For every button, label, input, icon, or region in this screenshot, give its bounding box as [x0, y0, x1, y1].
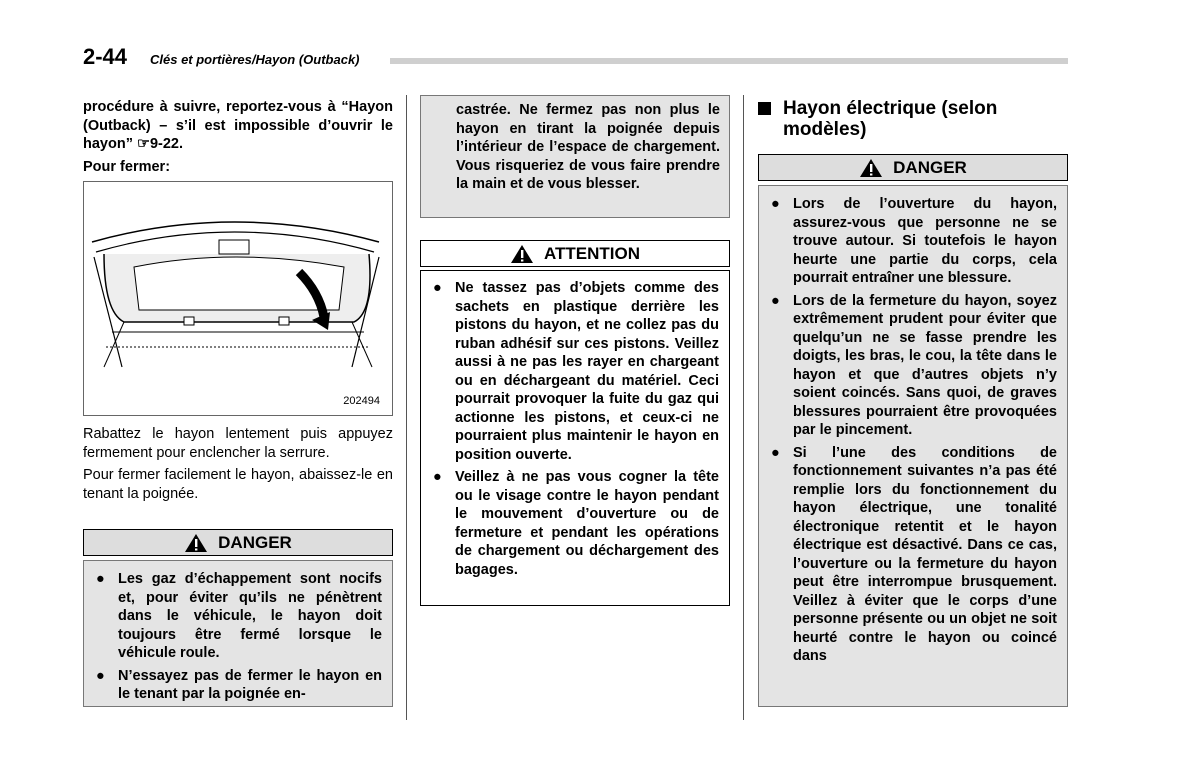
danger-bar	[83, 529, 393, 556]
warning-triangle-icon	[859, 158, 883, 178]
danger-list	[759, 195, 1057, 670]
danger-box	[758, 185, 1068, 707]
heading-text: Hayon électrique (selon modèles)	[783, 98, 998, 140]
page-header	[83, 44, 1068, 68]
column-divider	[406, 95, 407, 720]
danger-bar	[758, 154, 1068, 181]
section-heading	[758, 98, 1068, 140]
column-divider	[743, 95, 744, 720]
danger-continued-text: castrée. Ne fermez pas non plus le hayon en tirant la poignée depuis l’intérieur de l’espace de chargement. Vous risqueriez de vous faire prendre la main et de vous blesser.	[456, 102, 720, 192]
attention-label: ATTENTION	[543, 243, 640, 263]
danger-label: DANGER	[893, 157, 967, 177]
list-item: ● N’essayez pas de fermer le hayon en le tenant par la poignée en-	[96, 667, 382, 702]
column-1-lower	[83, 425, 393, 503]
list-item: ● Lors de l’ouverture du hayon, assurez-vous que personne ne se trouve autour. Si toutefois le hayon heurte une partie du corps, cela pourrait entraîner une blessure.	[771, 196, 1057, 286]
list-item: ● Ne tassez pas d’objets comme des sachets en plastique derrière les pistons du hayon, et ne collez pas du ruban adhésif sur ces pistons. Veillez aussi à ne pas les rayer en chargeant ou en déchargeant du matériel. Ceci pourrait provoquer la fuite du gaz qui actionne les pistons, et ceux-ci ne pourraient plus maintenir le hayon en position ouverte.	[433, 280, 719, 463]
section-title: Clés et portières/Hayon (Outback)	[150, 52, 360, 67]
list-item: ● Les gaz d’échappement sont nocifs et, pour éviter qu’ils ne pénètrent dans le véhicule, le hayon doit toujours être fermé lorsque le véhicule roule.	[96, 571, 382, 661]
danger-box	[83, 560, 393, 707]
attention-list	[421, 279, 719, 583]
figure-code: 202494	[343, 395, 380, 407]
paragraph: Rabattez le hayon lentement puis appuyez fermement pour enclencher la serrure.	[83, 426, 393, 461]
danger-continued-box	[420, 95, 730, 218]
list-item: ● Veillez à ne pas vous cogner la tête ou le visage contre le hayon pendant le mouvement d’ouverture ou de fermeture et pendant les opérations de chargement ou déchargement des bagages.	[433, 469, 719, 578]
attention-bar	[420, 240, 730, 267]
list-item: ● Si l’une des conditions de fonctionnement suivantes n’a pas été remplie lors du fonctionnement du hayon électrique, une tonalité électronique retentit et le hayon électrique est désactivé. Dans ce cas, l’ouverture ou la fermeture du hayon peut être interrompue brusquement. Veillez à éviter que le corps d’une personne présente ou un objet ne soit heurté contre le hayon ou coincé dans	[771, 444, 1057, 664]
pour-fermer-label: Pour fermer:	[83, 158, 171, 175]
danger-label: DANGER	[218, 532, 292, 552]
warning-triangle-icon	[510, 244, 534, 264]
column-1	[83, 98, 393, 176]
danger-list	[84, 570, 382, 708]
warning-triangle-icon	[184, 533, 208, 553]
page-number: 2-44	[83, 44, 128, 69]
tailgate-illustration	[84, 182, 392, 415]
list-item: ● Lors de la fermeture du hayon, soyez extrêmement prudent pour éviter que quelqu’un ne se fasse prendre les doigts, les bras, le cou, la tête dans le hayon et que d’autres objets n’y soient coincés. Sans quoi, de graves blessures pourraient être provoquées par le pincement.	[771, 292, 1057, 438]
header-rule	[390, 58, 1068, 64]
heading-square-icon	[758, 102, 771, 115]
intro-text: procédure à suivre, reportez-vous à “Hayon (Outback) – s’il est impossible d’ouvrir le hayon” ☞9-22.	[83, 99, 393, 152]
paragraph: Pour fermer facilement le hayon, abaissez-le en tenant la poignée.	[83, 467, 393, 502]
attention-box	[420, 270, 730, 606]
tailgate-figure	[83, 181, 393, 416]
